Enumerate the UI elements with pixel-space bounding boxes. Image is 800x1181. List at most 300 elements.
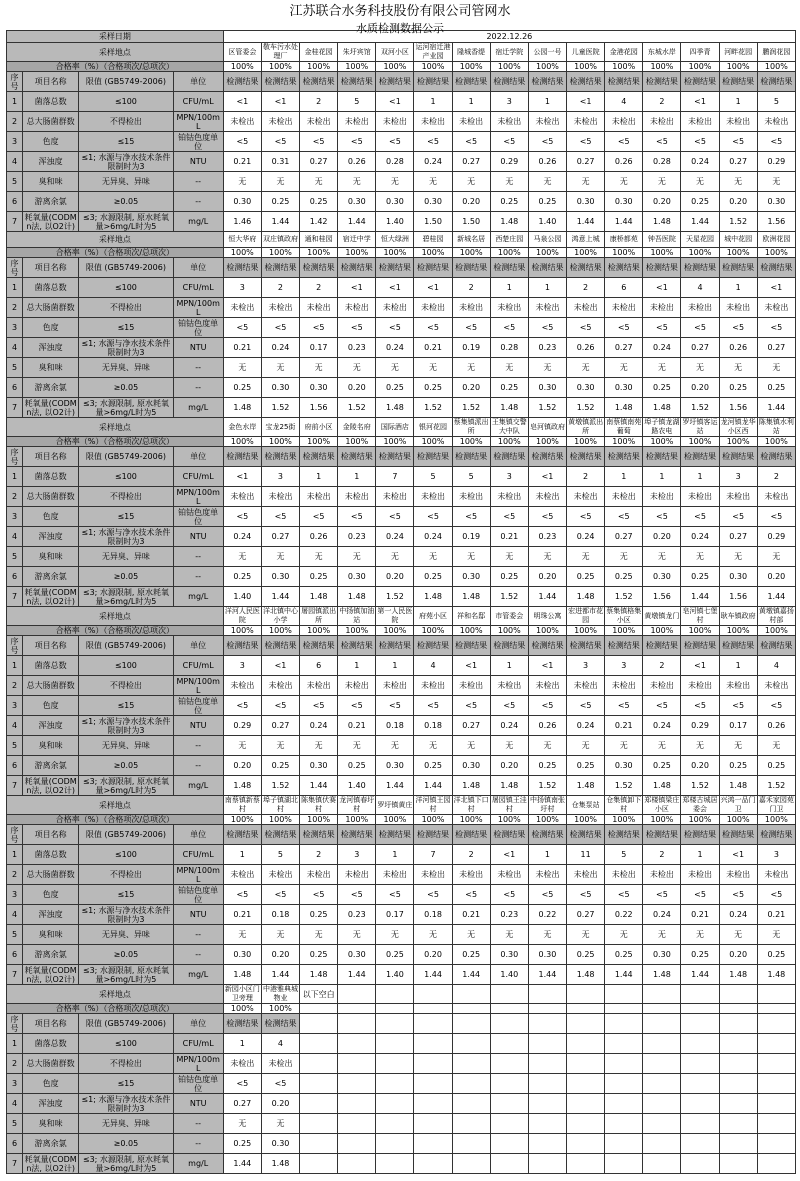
item-name: 耗氧量(CODMn法, 以O2计) — [23, 398, 79, 418]
pass-rate-label: 合格率（%）（合格项次/总项次） — [7, 1004, 224, 1014]
turbidity-value: 0.26 — [567, 338, 605, 358]
colony-count-value: 2 — [643, 656, 681, 676]
result-header: 检测结果 — [414, 447, 452, 467]
coliform-value: 未检出 — [643, 676, 681, 696]
site-name: 碧桂园 — [414, 232, 452, 248]
pass-rate-value: 100% — [338, 62, 376, 72]
odor-taste-value: 无 — [643, 358, 681, 378]
item-limit: 不得检出 — [79, 298, 173, 318]
item-number: 7 — [7, 776, 23, 796]
result-header: 检测结果 — [605, 72, 643, 92]
chroma-value: <5 — [223, 1074, 261, 1094]
chroma-value: <5 — [414, 885, 452, 905]
site-name: 恒大绿洲 — [376, 232, 414, 248]
result-header: 检测结果 — [338, 636, 376, 656]
chroma-value: <5 — [605, 885, 643, 905]
document-header — [0, 0, 800, 35]
coliform-value: 未检出 — [223, 676, 261, 696]
pass-rate-value: 100% — [376, 62, 414, 72]
turbidity-value: 0.29 — [490, 152, 528, 172]
item-limit: ≤15 — [79, 885, 173, 905]
empty-cell — [376, 1114, 414, 1134]
free-chlorine-value: 0.25 — [567, 756, 605, 776]
turbidity-value: 0.27 — [681, 338, 719, 358]
site-name: 龙河镇龙华小区西 — [720, 418, 756, 435]
item-limit: ≤1; 水源与净水技术条件限制时为3 — [79, 527, 173, 547]
site-name: 埠子镇龙湖路农电 — [644, 418, 680, 435]
empty-cell — [719, 1134, 757, 1154]
free-chlorine-value: 0.25 — [300, 192, 338, 212]
coliform-value: 未检出 — [681, 487, 719, 507]
site-name: 埠子镇湖北村 — [262, 796, 298, 813]
site-name: 河畔花园 — [719, 43, 757, 62]
coliform-value: 未检出 — [681, 865, 719, 885]
seq-header: 序号 — [7, 825, 23, 845]
free-chlorine-value: 0.25 — [490, 378, 528, 398]
chroma-value: <5 — [338, 696, 376, 716]
pass-rate-value: 100% — [338, 815, 376, 825]
item-unit: NTU — [173, 527, 223, 547]
document-title: 江苏联合水务科技股份有限公司管网水 — [289, 4, 511, 19]
oxygen-consumption-value: 1.52 — [605, 776, 643, 796]
odor-taste-value: 无 — [414, 925, 452, 945]
free-chlorine-value: 0.25 — [567, 945, 605, 965]
item-name: 耗氧量(CODMn法, 以O2计) — [23, 587, 79, 607]
empty-cell — [452, 1094, 490, 1114]
site-name: 金桂花园 — [300, 43, 338, 62]
turbidity-value: 0.22 — [605, 905, 643, 925]
oxygen-consumption-value: 1.48 — [757, 965, 795, 985]
oxygen-consumption-value: 1.48 — [338, 587, 376, 607]
odor-taste-value: 无 — [300, 736, 338, 756]
free-chlorine-value: 0.25 — [643, 378, 681, 398]
empty-cell — [376, 1014, 414, 1034]
chroma-value: <5 — [681, 132, 719, 152]
result-header: 检测结果 — [528, 825, 566, 845]
free-chlorine-value: 0.20 — [757, 567, 795, 587]
item-unit: MPN/100mL — [173, 298, 223, 318]
colony-count-value: 1 — [643, 467, 681, 487]
item-unit: NTU — [173, 905, 223, 925]
pass-rate-value: 100% — [605, 815, 643, 825]
coliform-value: 未检出 — [567, 487, 605, 507]
site-name: 欧洲花园 — [757, 232, 795, 248]
coliform-value: 未检出 — [605, 298, 643, 318]
pass-rate-value: 100% — [261, 437, 299, 447]
free-chlorine-value: 0.20 — [528, 567, 566, 587]
oxygen-consumption-value: 1.44 — [261, 212, 299, 232]
item-limit: ≤1; 水源与净水技术条件限制时为3 — [79, 716, 173, 736]
result-header: 检测结果 — [605, 258, 643, 278]
odor-taste-value: 无 — [605, 358, 643, 378]
empty-cell — [681, 1154, 719, 1174]
item-limit: ≤100 — [79, 278, 173, 298]
free-chlorine-value: 0.30 — [490, 945, 528, 965]
item-name: 游离余氯 — [23, 1134, 79, 1154]
coliform-value: 未检出 — [605, 112, 643, 132]
site-name: 隆城香缇 — [452, 43, 490, 62]
colony-count-value: 3 — [223, 278, 261, 298]
pass-rate-value: 100% — [261, 626, 299, 636]
odor-taste-value: 无 — [528, 358, 566, 378]
pass-rate-value: 100% — [452, 248, 490, 258]
pass-rate-label: 合格率（%）（合格项次/总项次） — [7, 248, 224, 258]
limit-header: 限值 (GB5749-2006) — [79, 447, 173, 467]
turbidity-value: 0.24 — [414, 527, 452, 547]
item-number: 2 — [7, 487, 23, 507]
coliform-value: 未检出 — [223, 1054, 261, 1074]
empty-cell — [376, 1004, 414, 1014]
turbidity-value: 0.24 — [376, 338, 414, 358]
item-name: 游离余氯 — [23, 945, 79, 965]
site-name: 蔡集镇派出所 — [453, 418, 489, 435]
turbidity-value: 0.24 — [719, 905, 757, 925]
site-name: 屠园镇派出所 — [301, 607, 337, 624]
site-name: 金港花园 — [605, 43, 643, 62]
pass-rate-value: 100% — [681, 62, 719, 72]
item-unit: CFU/mL — [173, 467, 223, 487]
oxygen-consumption-value: 1.40 — [528, 212, 566, 232]
colony-count-value: 1 — [719, 92, 757, 112]
oxygen-consumption-value: 1.48 — [414, 587, 452, 607]
oxygen-consumption-value: 1.44 — [300, 776, 338, 796]
pass-rate-value: 100% — [414, 248, 452, 258]
unit-header: 单位 — [173, 258, 223, 278]
item-number: 3 — [7, 318, 23, 338]
oxygen-consumption-value: 1.48 — [490, 398, 528, 418]
pass-rate-value: 100% — [376, 437, 414, 447]
empty-cell — [567, 1034, 605, 1054]
oxygen-consumption-value: 1.52 — [719, 212, 757, 232]
turbidity-value: 0.24 — [261, 338, 299, 358]
oxygen-consumption-value: 1.50 — [414, 212, 452, 232]
empty-cell — [338, 1094, 376, 1114]
chroma-value: <5 — [414, 696, 452, 716]
pass-rate-value: 100% — [757, 437, 795, 447]
free-chlorine-value: 0.25 — [757, 945, 795, 965]
empty-cell — [528, 1004, 566, 1014]
pass-rate-value: 100% — [567, 815, 605, 825]
turbidity-value: 0.18 — [261, 905, 299, 925]
site-name: 洋北镇下口村 — [453, 796, 489, 813]
item-limit: 无异臭、异味 — [79, 1114, 173, 1134]
free-chlorine-value: 0.25 — [681, 945, 719, 965]
free-chlorine-value: 0.25 — [376, 378, 414, 398]
item-unit: MPN/100mL — [173, 1054, 223, 1074]
item-unit: -- — [173, 1134, 223, 1154]
item-name: 菌落总数 — [23, 467, 79, 487]
pass-rate-value: 100% — [261, 815, 299, 825]
site-name: 马泉公园 — [528, 232, 566, 248]
coliform-value: 未检出 — [338, 487, 376, 507]
item-limit: 不得检出 — [79, 112, 173, 132]
result-header: 检测结果 — [452, 72, 490, 92]
item-name: 总大肠菌群数 — [23, 1054, 79, 1074]
empty-cell — [719, 1094, 757, 1114]
colony-count-value: <1 — [414, 278, 452, 298]
turbidity-value: 0.23 — [338, 338, 376, 358]
pass-rate-value: 100% — [414, 437, 452, 447]
result-header: 检测结果 — [719, 72, 757, 92]
colony-count-value: 1 — [338, 467, 376, 487]
colony-count-value: 2 — [643, 845, 681, 865]
free-chlorine-value: 0.30 — [376, 192, 414, 212]
site-name: 中扬镇加油站 — [339, 607, 375, 624]
result-header: 检测结果 — [376, 72, 414, 92]
coliform-value: 未检出 — [605, 676, 643, 696]
empty-cell — [605, 1094, 643, 1114]
empty-cell — [414, 1094, 452, 1114]
site-name: 东城水岸 — [643, 43, 681, 62]
site-name: 公园一号 — [528, 43, 566, 62]
colony-count-value: 1 — [681, 845, 719, 865]
item-number: 1 — [7, 1034, 23, 1054]
item-unit: CFU/mL — [173, 92, 223, 112]
site-name: 洋河镇王园村 — [415, 796, 451, 813]
result-header: 检测结果 — [490, 258, 528, 278]
colony-count-value: 6 — [605, 278, 643, 298]
coliform-value: 未检出 — [223, 298, 261, 318]
pass-rate-value: 100% — [490, 626, 528, 636]
odor-taste-value: 无 — [261, 547, 299, 567]
empty-cell — [643, 1134, 681, 1154]
odor-taste-value: 无 — [643, 547, 681, 567]
empty-cell — [757, 985, 795, 1004]
empty-cell — [300, 1054, 338, 1074]
oxygen-consumption-value: 1.44 — [681, 212, 719, 232]
turbidity-value: 0.26 — [528, 152, 566, 172]
empty-cell — [528, 1034, 566, 1054]
oxygen-consumption-value: 1.52 — [605, 587, 643, 607]
oxygen-consumption-value: 1.48 — [223, 398, 261, 418]
chroma-value: <5 — [528, 696, 566, 716]
empty-cell — [605, 1154, 643, 1174]
item-number: 7 — [7, 587, 23, 607]
colony-count-value: 7 — [414, 845, 452, 865]
empty-cell — [567, 1004, 605, 1014]
coliform-value: 未检出 — [376, 112, 414, 132]
colony-count-value: <1 — [528, 656, 566, 676]
odor-taste-value: 无 — [338, 547, 376, 567]
pass-rate-value: 100% — [643, 626, 681, 636]
odor-taste-value: 无 — [757, 358, 795, 378]
item-name: 总大肠菌群数 — [23, 865, 79, 885]
free-chlorine-value: 0.30 — [528, 378, 566, 398]
item-name-header: 项目名称 — [23, 636, 79, 656]
item-limit: ≤3; 水源限制, 原水耗氧量>6mg/L时为5 — [79, 587, 173, 607]
oxygen-consumption-value: 1.52 — [338, 398, 376, 418]
oxygen-consumption-value: 1.44 — [528, 965, 566, 985]
colony-count-value: <1 — [681, 656, 719, 676]
colony-count-value: 1 — [300, 467, 338, 487]
odor-taste-value: 无 — [452, 736, 490, 756]
pass-rate-value: 100% — [567, 437, 605, 447]
item-unit: 铂钴色度单位 — [173, 696, 223, 716]
coliform-value: 未检出 — [757, 112, 795, 132]
free-chlorine-value: 0.30 — [338, 192, 376, 212]
colony-count-value: 4 — [414, 656, 452, 676]
item-number: 7 — [7, 965, 23, 985]
empty-cell — [567, 1014, 605, 1034]
turbidity-value: 0.23 — [338, 905, 376, 925]
chroma-value: <5 — [567, 696, 605, 716]
item-limit: ≤100 — [79, 656, 173, 676]
chroma-value: <5 — [567, 318, 605, 338]
chroma-value: <5 — [719, 318, 757, 338]
turbidity-value: 0.25 — [300, 905, 338, 925]
empty-cell — [414, 1114, 452, 1134]
unit-header: 单位 — [173, 72, 223, 92]
item-unit: 铂钴色度单位 — [173, 885, 223, 905]
oxygen-consumption-value: 1.48 — [567, 776, 605, 796]
seq-header: 序号 — [7, 258, 23, 278]
free-chlorine-value: 0.25 — [223, 567, 261, 587]
coliform-value: 未检出 — [643, 865, 681, 885]
item-name: 色度 — [23, 318, 79, 338]
coliform-value: 未检出 — [567, 676, 605, 696]
free-chlorine-value: 0.25 — [223, 1134, 261, 1154]
item-limit: 不得检出 — [79, 487, 173, 507]
empty-cell — [414, 1074, 452, 1094]
site-name: 国际酒店 — [376, 418, 414, 437]
turbidity-value: 0.24 — [223, 527, 261, 547]
empty-cell — [376, 1074, 414, 1094]
chroma-value: <5 — [681, 885, 719, 905]
result-header: 检测结果 — [643, 825, 681, 845]
chroma-value: <5 — [338, 132, 376, 152]
item-number: 1 — [7, 278, 23, 298]
empty-cell — [757, 1054, 795, 1074]
blank-note: 以下空白 — [300, 985, 338, 1004]
site-name: 兴鸿一品门卫 — [720, 796, 756, 813]
turbidity-value: 0.23 — [338, 527, 376, 547]
site-name: 皂河镇七堡村 — [682, 607, 718, 624]
oxygen-consumption-value: 1.48 — [261, 1154, 299, 1174]
free-chlorine-value: 0.20 — [452, 378, 490, 398]
colony-count-value: 2 — [261, 278, 299, 298]
item-unit: -- — [173, 378, 223, 398]
turbidity-value: 0.24 — [300, 716, 338, 736]
item-number: 6 — [7, 567, 23, 587]
empty-cell — [338, 1074, 376, 1094]
turbidity-value: 0.21 — [605, 716, 643, 736]
empty-cell — [681, 1074, 719, 1094]
odor-taste-value: 无 — [300, 358, 338, 378]
result-header: 检测结果 — [452, 825, 490, 845]
coliform-value: 未检出 — [490, 298, 528, 318]
turbidity-value: 0.21 — [681, 905, 719, 925]
chroma-value: <5 — [490, 318, 528, 338]
item-limit: ≤100 — [79, 92, 173, 112]
turbidity-value: 0.26 — [719, 338, 757, 358]
oxygen-consumption-value: 1.48 — [567, 965, 605, 985]
free-chlorine-value: 0.25 — [300, 945, 338, 965]
oxygen-consumption-value: 1.48 — [719, 776, 757, 796]
coliform-value: 未检出 — [261, 865, 299, 885]
empty-cell — [300, 1074, 338, 1094]
site-name: 南蔡镇新蔡村 — [224, 796, 260, 813]
empty-cell — [681, 1114, 719, 1134]
item-limit: 不得检出 — [79, 865, 173, 885]
result-header: 检测结果 — [300, 825, 338, 845]
odor-taste-value: 无 — [757, 736, 795, 756]
coliform-value: 未检出 — [223, 865, 261, 885]
oxygen-consumption-value: 1.56 — [643, 587, 681, 607]
result-header: 检测结果 — [757, 825, 795, 845]
chroma-value: <5 — [261, 507, 299, 527]
oxygen-consumption-value: 1.48 — [376, 398, 414, 418]
empty-cell — [300, 1034, 338, 1054]
oxygen-consumption-value: 1.52 — [414, 398, 452, 418]
empty-cell — [528, 1114, 566, 1134]
oxygen-consumption-value: 1.52 — [528, 398, 566, 418]
pass-rate-value: 100% — [528, 815, 566, 825]
odor-taste-value: 无 — [261, 172, 299, 192]
chroma-value: <5 — [757, 132, 795, 152]
pass-rate-value: 100% — [528, 626, 566, 636]
pass-rate-label: 合格率（%）（合格项次/总项次） — [7, 815, 224, 825]
chroma-value: <5 — [528, 507, 566, 527]
empty-cell — [300, 1114, 338, 1134]
item-limit: 无异臭、异味 — [79, 358, 173, 378]
oxygen-consumption-value: 1.50 — [452, 212, 490, 232]
item-name: 菌落总数 — [23, 845, 79, 865]
free-chlorine-value: 0.25 — [490, 192, 528, 212]
item-number: 5 — [7, 925, 23, 945]
chroma-value: <5 — [300, 318, 338, 338]
item-unit: CFU/mL — [173, 656, 223, 676]
item-unit: MPN/100mL — [173, 112, 223, 132]
turbidity-value: 0.29 — [757, 527, 795, 547]
sampling-site-label: 采样地点 — [7, 43, 224, 62]
item-limit: ≤100 — [79, 467, 173, 487]
oxygen-consumption-value: 1.56 — [300, 398, 338, 418]
chroma-value: <5 — [452, 696, 490, 716]
item-number: 4 — [7, 905, 23, 925]
item-name: 耗氧量(CODMn法, 以O2计) — [23, 776, 79, 796]
item-number: 5 — [7, 1114, 23, 1134]
oxygen-consumption-value: 1.52 — [757, 776, 795, 796]
colony-count-value: 1 — [452, 92, 490, 112]
oxygen-consumption-value: 1.48 — [490, 212, 528, 232]
empty-cell — [567, 1054, 605, 1074]
empty-cell — [300, 1154, 338, 1174]
odor-taste-value: 无 — [223, 172, 261, 192]
coliform-value: 未检出 — [223, 487, 261, 507]
free-chlorine-value: 0.30 — [452, 756, 490, 776]
item-name: 菌落总数 — [23, 92, 79, 112]
chroma-value: <5 — [338, 318, 376, 338]
empty-cell — [414, 1154, 452, 1174]
site-name: 黄墩镇嘉扬村部 — [758, 607, 794, 624]
pass-rate-value: 100% — [452, 815, 490, 825]
item-unit: 铂钴色度单位 — [173, 132, 223, 152]
oxygen-consumption-value: 1.52 — [681, 398, 719, 418]
empty-cell — [528, 1154, 566, 1174]
oxygen-consumption-value: 1.48 — [223, 776, 261, 796]
turbidity-value: 0.24 — [414, 152, 452, 172]
pass-rate-value: 100% — [757, 248, 795, 258]
turbidity-value: 0.22 — [528, 905, 566, 925]
empty-cell — [567, 1154, 605, 1174]
item-name: 浑浊度 — [23, 716, 79, 736]
site-name: 仓集泵站 — [567, 796, 605, 815]
chroma-value: <5 — [223, 132, 261, 152]
coliform-value: 未检出 — [414, 865, 452, 885]
pass-rate-value: 100% — [452, 62, 490, 72]
empty-cell — [719, 985, 757, 1004]
pass-rate-value: 100% — [452, 437, 490, 447]
